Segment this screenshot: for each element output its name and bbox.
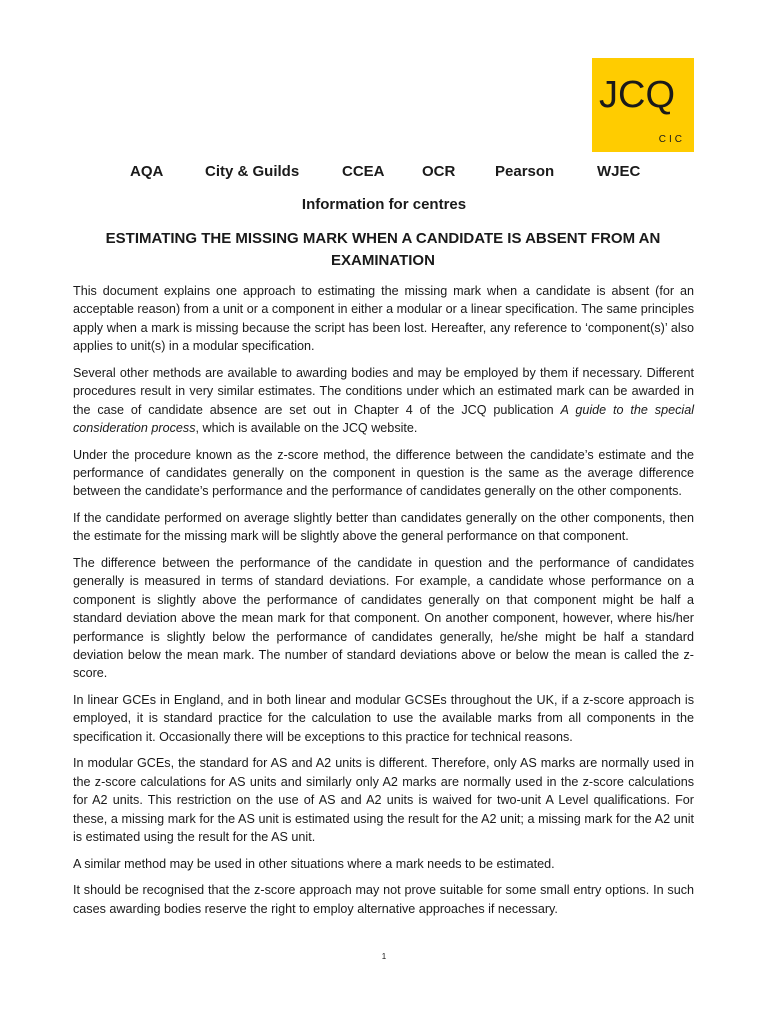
- paragraph-text: , which is available on the JCQ website.: [195, 421, 418, 436]
- logo-main-text: JCQ: [599, 74, 675, 116]
- document-subtitle: Information for centres: [301, 196, 467, 213]
- document-body: [73, 282, 694, 926]
- paragraph: A similar method may be used in other situations where a mark needs to be estimated.: [73, 856, 555, 871]
- paragraph: If the candidate performed on average slightly better than candidates generally on the other components, then the estimate for the missing mark will be slightly above the general performance on that component.: [73, 511, 694, 544]
- awarding-body-ccea: CCEA: [342, 163, 385, 180]
- awarding-body-ocr: OCR: [422, 163, 456, 180]
- document-title: ESTIMATING THE MISSING MARK WHEN A CANDIDATE IS ABSENT FROM AN EXAMINATION: [105, 230, 661, 269]
- paragraph: This document explains one approach to estimating the missing mark when a candidate is absent (for an acceptable reason) from a unit or a component in either a modular or a linear specification. The same principles apply when a mark is missing because the script has been lost. Hereafter, any reference to ‘component(s)’ also applies to unit(s) in a modular specification.: [73, 284, 694, 354]
- paragraph: The difference between the performance of the candidate in question and the performance of candidates generally is measured in terms of standard deviations. For example, a candidate whose performance on a component is slightly above the performance of candidates generally on that component might be half a standard deviation above the mean mark for that component. On another component, however, where his/her performance is slightly below the performance of candidates generally, he/she might be half a standard deviation below the mean mark. The number of standard deviations above or below the mean is called the z-score.: [73, 556, 694, 681]
- paragraph: It should be recognised that the z-score approach may not prove suitable for some small entry options. In such cases awarding bodies reserve the right to employ alternative approaches if necessary.: [73, 883, 694, 916]
- awarding-body-pearson: Pearson: [495, 163, 555, 180]
- awarding-body-wjec: WJEC: [597, 163, 641, 180]
- paragraph: In linear GCEs in England, and in both linear and modular GCSEs throughout the UK, if a z-score approach is employed, it is standard practice for the calculation to use the available marks from all components in the specification it. Occasionally there will be exceptions to this practice for technical reasons.: [73, 693, 694, 744]
- awarding-body-city-guilds: City & Guilds: [205, 163, 300, 180]
- paragraph: Under the procedure known as the z-score method, the difference between the candidate’s estimate and the performance of candidates generally on the component in question is the same as the average difference between the candidate’s performance and the performance of candidates generally on the other components.: [73, 447, 694, 499]
- publication-title: A guide to the special consideration process: [73, 402, 694, 436]
- jcq-logo: [592, 58, 694, 152]
- paragraph: [73, 364, 694, 438]
- paragraph-text: Several other methods are available to awarding bodies and may be employed by them if necessary. Different procedures result in very similar estimates. The conditions under which an estimated mark can be awarded in the case of candidate absence are set out in Chapter 4 of the JCQ publication: [73, 365, 694, 417]
- awarding-body-aqa: AQA: [130, 163, 164, 180]
- logo-sub-text: CIC: [658, 134, 685, 145]
- page-number: 1: [381, 952, 387, 961]
- paragraph: In modular GCEs, the standard for AS and A2 units is different. Therefore, only AS marks are normally used in the z-score calculations for AS units and similarly only A2 marks are normally used in the z-score calculations for A2 units. This restriction on the use of AS and A2 units is waived for two-unit A Level qualifications. For these, a missing mark for the AS unit is estimated using the result for the A2 unit; a missing mark for the A2 unit is estimated using the result for the AS unit.: [73, 756, 694, 845]
